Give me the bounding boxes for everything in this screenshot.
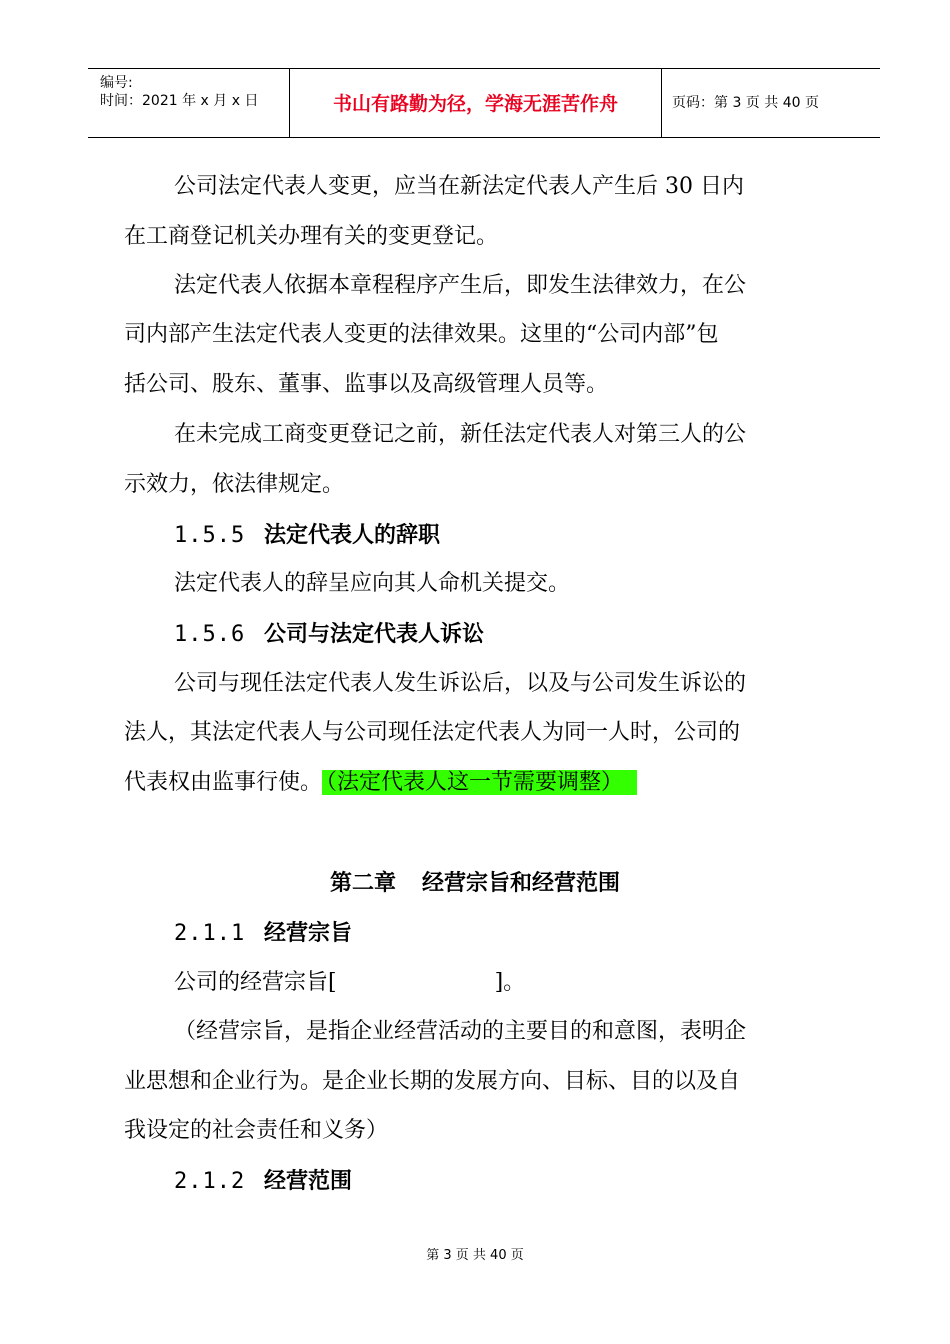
paragraph-line: 我设定的社会责任和义务） xyxy=(124,1118,389,1143)
section-number: 2.1.2 xyxy=(174,1169,246,1194)
paragraph-line: 示效力，依法律规定。 xyxy=(124,472,345,497)
paragraph-line: 司内部产生法定代表人变更的法律效果。这里的“公司内部”包 xyxy=(124,322,719,347)
section-heading-1-5-6 xyxy=(174,621,484,648)
paragraph-line: 在未完成工商变更登记之前，新任法定代表人对第三人的公 xyxy=(174,422,747,447)
paragraph-text: 公司的经营宗旨[ xyxy=(174,970,337,995)
section-title: 法定代表人的辞职 xyxy=(264,522,441,548)
section-title: 经营宗旨 xyxy=(264,920,353,946)
header-motto: 书山有路勤为径，学海无涯苦作舟 xyxy=(332,93,618,115)
header-page-info: 页码：第 3 页 共 40 页 xyxy=(672,95,819,111)
section-title: 公司与法定代表人诉讼 xyxy=(264,621,485,647)
document-number-label: 编号: xyxy=(100,75,133,91)
paragraph-text: ]。 xyxy=(494,970,526,995)
highlighted-note: （法定代表人这一节需要调整） xyxy=(322,770,637,795)
section-number: 2.1.1 xyxy=(174,921,246,946)
header-motto-cell xyxy=(290,69,662,137)
section-heading-1-5-5 xyxy=(174,522,440,549)
paragraph-line: 法定代表人的辞呈应向其人命机关提交。 xyxy=(174,571,571,596)
section-number: 1.5.5 xyxy=(174,523,246,548)
page-footer: 第 3 页 共 40 页 xyxy=(426,1248,524,1263)
header-meta-cell xyxy=(88,69,290,137)
paragraph-text: 代表权由监事行使。 xyxy=(124,770,323,795)
chapter-heading xyxy=(0,870,950,896)
paragraph-line: 在工商登记机关办理有关的变更登记。 xyxy=(124,224,499,249)
chapter-label: 第二章 xyxy=(329,870,396,896)
paragraph-line: 括公司、股东、董事、监事以及高级管理人员等。 xyxy=(124,372,609,397)
chapter-title: 经营宗旨和经营范围 xyxy=(422,870,621,896)
paragraph-line: 法人，其法定代表人与公司现任法定代表人为同一人时，公司的 xyxy=(124,720,741,745)
paragraph-line: 公司与现任法定代表人发生诉讼后，以及与公司发生诉讼的 xyxy=(174,671,747,696)
section-number: 1.5.6 xyxy=(174,622,246,647)
header-page-cell xyxy=(662,69,880,137)
paragraph-line: （经营宗旨，是指企业经营活动的主要目的和意图，表明企 xyxy=(174,1019,747,1044)
section-title: 经营范围 xyxy=(264,1168,353,1194)
paragraph-line xyxy=(174,970,525,996)
paragraph-line: 业思想和企业行为。是企业长期的发展方向、目标、目的以及自 xyxy=(124,1069,741,1094)
page-header xyxy=(88,68,880,138)
paragraph-line: 公司法定代表人变更，应当在新法定代表人产生后 30 日内 xyxy=(174,174,744,199)
paragraph-line: 法定代表人依据本章程程序产生后，即发生法律效力，在公 xyxy=(174,273,747,298)
section-heading-2-1-1 xyxy=(174,920,352,947)
section-heading-2-1-2 xyxy=(174,1168,352,1195)
document-time-label: 时间：2021 年 x 月 x 日 xyxy=(100,93,259,109)
paragraph-line xyxy=(124,770,637,796)
